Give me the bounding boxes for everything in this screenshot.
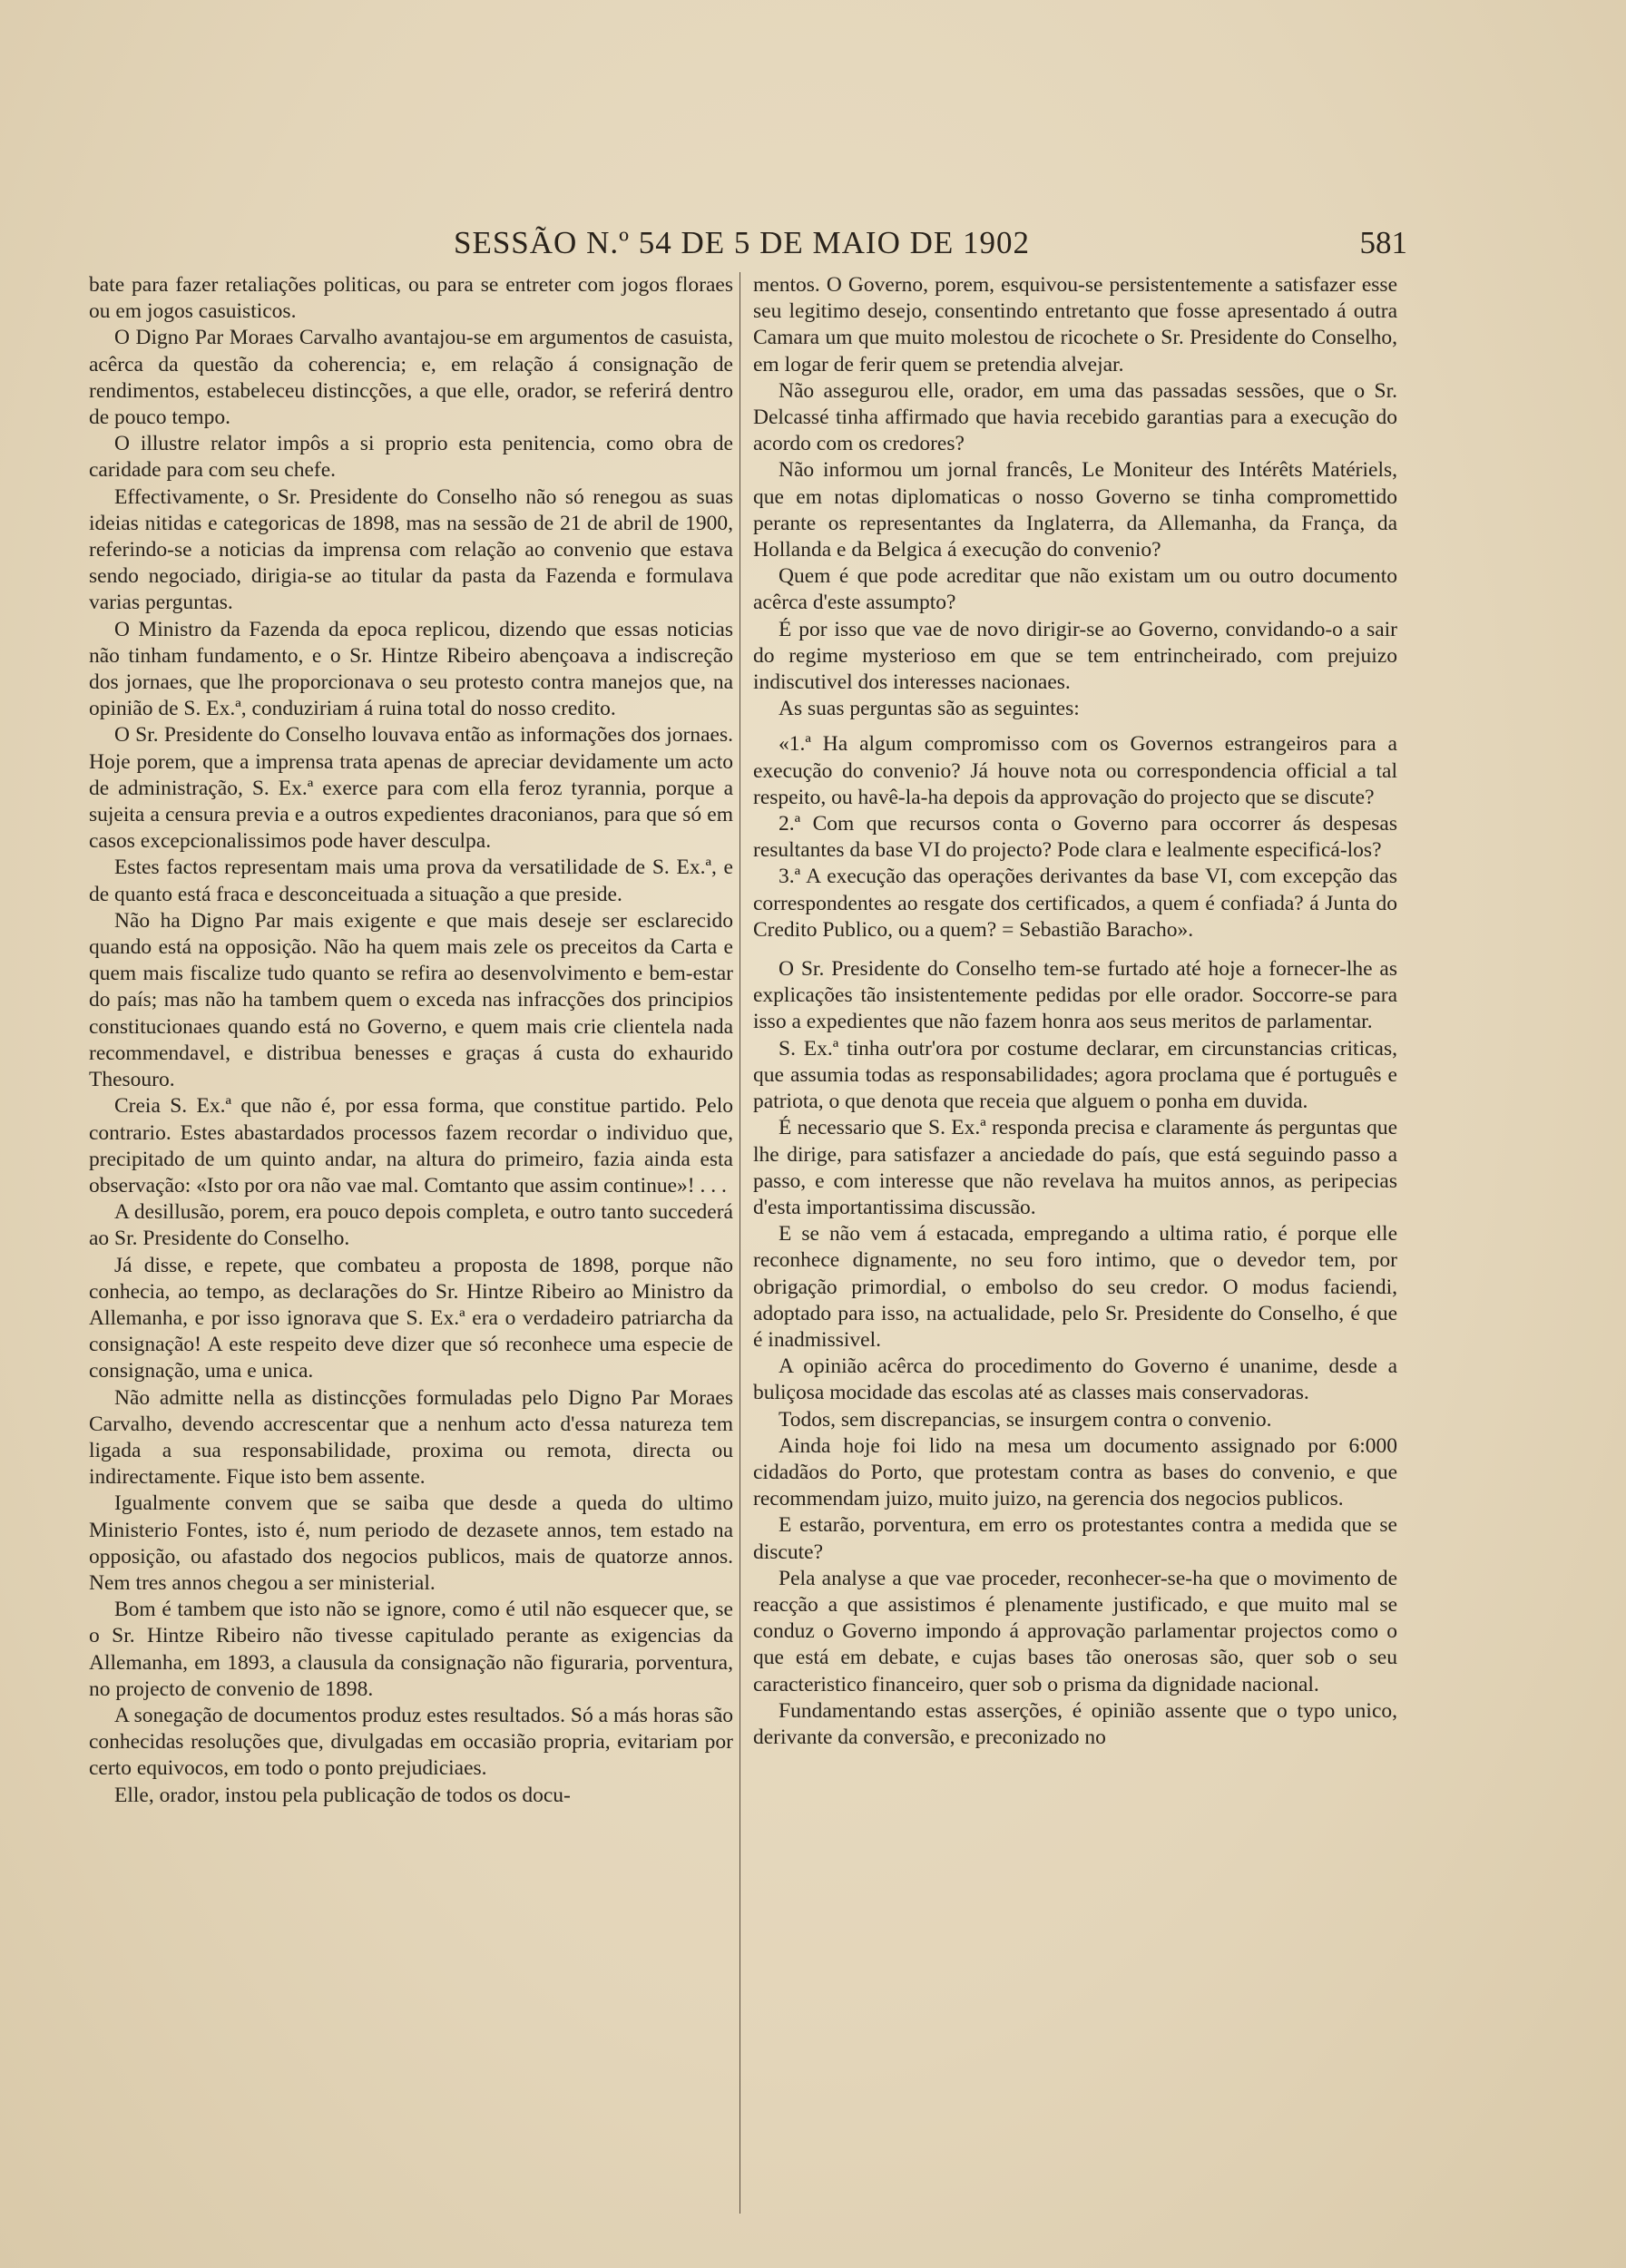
paragraph: As suas perguntas são as seguintes:: [779, 697, 1080, 721]
paragraph: Fundamentando estas asserções, é opinião assente que o typo unico, derivante da conversão, e preconizado no: [753, 1698, 1397, 1749]
question-paragraph: 2.ª Com que recursos conta o Governo para occorrer ás despesas resultantes da base VI do projecto? Pode clara e lealmente especificá-los?: [753, 812, 1397, 863]
paragraph: bate para fazer retaliações politicas, ou para se entreter com jogos floraes ou em jogos casuisticos.: [89, 273, 733, 324]
paragraph: O Digno Par Moraes Carvalho avantajou-se em argumentos de casuista, acêrca da questão da coherencia; e, em relação á consignação de rendimentos, estabeleceu distincções, a que elle, orador, se referirá dentro de pouco tempo.: [89, 326, 733, 430]
paragraph: mentos. O Governo, porem, esquivou-se persistentemente a satisfazer esse seu legitimo desejo, consentindo entretanto que fosse apresentado á outra Camara um que muito molestou de ricochete o Sr. Presidente do Conselho, em logar de ferir quem se pretendia alvejar.: [753, 273, 1397, 376]
paragraph: Bom é tambem que isto não se ignore, como é util não esquecer que, se o Sr. Hintze Ribeiro não tivesse capitulado perante as exigencias da Allemanha, em 1893, a clausula da consignação não figuraria, porventura, no projecto de convenio de 1898.: [89, 1598, 733, 1701]
paragraph: Não admitte nella as distincções formuladas pelo Digno Par Moraes Carvalho, devendo accrescentar que a nenhum acto d'essa natureza tem ligada a sua responsabilidade, proxima ou remota, directa ou indirectamente. Fique isto bem assente.: [89, 1385, 733, 1490]
paragraph: Quem é que pode acreditar que não existam um ou outro documento acêrca d'este assumpto?: [753, 564, 1397, 615]
paragraph: Já disse, e repete, que combateu a proposta de 1898, porque não conhecia, ao tempo, as declarações do Sr. Hintze Ribeiro ao Ministro da Allemanha, e por isso ignorava que S. Ex.ª era o verdadeiro patriarcha da consignação! A este respeito deve dizer que só reconhece uma especie de consignação, uma e unica.: [89, 1253, 733, 1383]
page-number: 581: [1359, 225, 1407, 260]
paragraph: O Sr. Presidente do Conselho louvava então as informações dos jornaes. Hoje porem, que a imprensa trata apenas de apreciar devidamente um acto de administração, S. Ex.ª exerce para com ella feroz tyrannia, porque a sujeita a censura previa e a outros expedientes draconianos, para que só em casos excepcionalissimos pode haver desculpa.: [89, 723, 733, 854]
page-title: SESSÃO N.º 54 DE 5 DE MAIO DE 1902: [454, 225, 1030, 260]
paragraph: O illustre relator impôs a si proprio esta penitencia, como obra de caridade para com seu chefe.: [89, 432, 733, 483]
paragraph: O Ministro da Fazenda da epoca replicou, dizendo que essas noticias não tinham fundamento, e o Sr. Hintze Ribeiro abençoava a indiscreção dos jornaes, que lhe proporcionava o seu protesto contra manejos que, na opinião de S. Ex.ª, conduziriam á ruina total do nosso credito.: [89, 617, 733, 721]
paragraph: Não ha Digno Par mais exigente e que mais deseje ser esclarecido quando está na opposição. Não ha quem mais zele os preceitos da Carta e quem mais fiscalize tudo quanto se refira ao desenvolvimento e bem-estar do país; mas não ha tambem quem o exceda nas infracções dos principios constitucionaes quando está no Governo, e quem mais crie clientela nada recommendavel, e distribua benesses e graças á custa do exhaurido Thesouro.: [89, 908, 733, 1092]
paragraph: Pela analyse a que vae proceder, reconhecer-se-ha que o movimento de reacção a que assistimos é plenamente justificado, e que muito mal se conduz o Governo impondo á approvação parlamentar projectos como o que está em debate, e cujas bases tão onerosas são, quer sob o seu caracteristico financeiro, quer sob o prisma da dignidade nacional.: [753, 1566, 1397, 1696]
paragraph: O Sr. Presidente do Conselho tem-se furtado até hoje a fornecer-lhe as explicações tão insistentemente pedidas por elle orador. Soccorre-se para isso a expedientes que não fazem honra aos seus meritos de parlamentar.: [753, 957, 1397, 1034]
paragraph: E estarão, porventura, em erro os protestantes contra a medida que se discute?: [753, 1513, 1397, 1564]
page-header: [87, 225, 1407, 270]
paragraph: Não assegurou elle, orador, em uma das passadas sessões, que o Sr. Delcassé tinha affirmado que havia recebido garantias para a execução do acordo com os credores?: [753, 378, 1397, 456]
paragraph: S. Ex.ª tinha outr'ora por costume declarar, em circunstancias criticas, que assumia todas as responsabilidades; agora proclama que é português e patriota, o que denota que receia que alguem o ponha em duvida.: [753, 1036, 1397, 1114]
question-paragraph: 3.ª A execução das operações derivantes da base VI, com excepção das correspondentes ao resgate dos certificados, a quem é confiada? á Junta do Credito Publico, ou a quem? = Sebastião Baracho».: [753, 865, 1397, 942]
right-column: [753, 272, 1397, 2214]
paragraph: Elle, orador, instou pela publicação de todos os docu-: [114, 1783, 571, 1807]
left-column: [89, 272, 733, 2214]
paragraph: A desillusão, porem, era pouco depois completa, e outro tanto succederá ao Sr. Presidente do Conselho.: [89, 1200, 733, 1251]
paragraph: Todos, sem discrepancias, se insurgem contra o convenio.: [779, 1407, 1272, 1432]
paragraph: É necessario que S. Ex.ª responda precisa e claramente ás perguntas que lhe dirige, para satisfazer a anciedade do país, que está seguindo passo a passo, e com interesse que não revelava ha muitos annos, as peripecias d'esta importantissima discussão.: [753, 1116, 1397, 1219]
paragraph: É por isso que vae de novo dirigir-se ao Governo, convidando-o a sair do regime mysterioso em que se tem entrincheirado, com prejuizo indiscutivel dos interesses nacionaes.: [753, 617, 1397, 695]
paragraph: E se não vem á estacada, empregando a ultima ratio, é porque elle reconhece dignamente, no seu foro intimo, que o devedor tem, por obrigação primordial, o embolso do seu credor. O modus faciendi, adoptado para isso, na actualidade, pelo Sr. Presidente do Conselho, é que é inadmissivel.: [753, 1222, 1397, 1352]
paragraph: Não informou um jornal francês, Le Moniteur des Intérêts Matériels, que em notas diplomaticas o nosso Governo se tinha compromettido perante os representantes da Inglaterra, da Allemanha, da França, da Hollanda e da Belgica á execução do convenio?: [753, 458, 1397, 562]
paragraph: Igualmente convem que se saiba que desde a queda do ultimo Ministerio Fontes, isto é, num periodo de dezasete annos, tem estado na opposição, ou afastado dos negocios publicos, mais de quatorze annos. Nem tres annos chegou a ser ministerial.: [89, 1491, 733, 1595]
question-paragraph: «1.ª Ha algum compromisso com os Governos estrangeiros para a execução do convenio? Já houve nota ou correspondencia official a tal respeito, ou havê-la-ha depois da approvação do projecto que se discute?: [753, 732, 1397, 809]
paragraph: Estes factos representam mais uma prova da versatilidade de S. Ex.ª, e de quanto está fraca e desconceituada a situação a que preside.: [89, 855, 733, 906]
paragraph: A sonegação de documentos produz estes resultados. Só a más horas são conhecidas resoluções que, divulgadas em occasião propria, evitariam por certo equivocos, em todo o ponto prejudiciaes.: [89, 1703, 733, 1781]
paragraph: Effectivamente, o Sr. Presidente do Conselho não só renegou as suas ideias nitidas e categoricas de 1898, mas na sessão de 21 de abril de 1900, referindo-se a noticias da imprensa com relação ao convenio que estava sendo negociado, dirigia-se ao titular da pasta da Fazenda e formulava varias perguntas.: [89, 484, 733, 615]
paragraph: A opinião acêrca do procedimento do Governo é unanime, desde a buliçosa mocidade das escolas até as classes mais conservadoras.: [753, 1354, 1397, 1405]
paragraph: Creia S. Ex.ª que não é, por essa forma, que constitue partido. Pelo contrario. Estes abastardados processos fazem recordar o individuo que, precipitado de um quinto andar, na altura do primeiro, fazia ainda esta observação: «Isto por ora não vae mal. Comtanto que assim continue»! . . .: [89, 1094, 733, 1198]
paragraph: Ainda hoje foi lido na mesa um documento assignado por 6:000 cidadãos do Porto, que protestam contra as bases do convenio, e que recommendam juizo, muito juizo, na gerencia dos negocios publicos.: [753, 1433, 1397, 1511]
